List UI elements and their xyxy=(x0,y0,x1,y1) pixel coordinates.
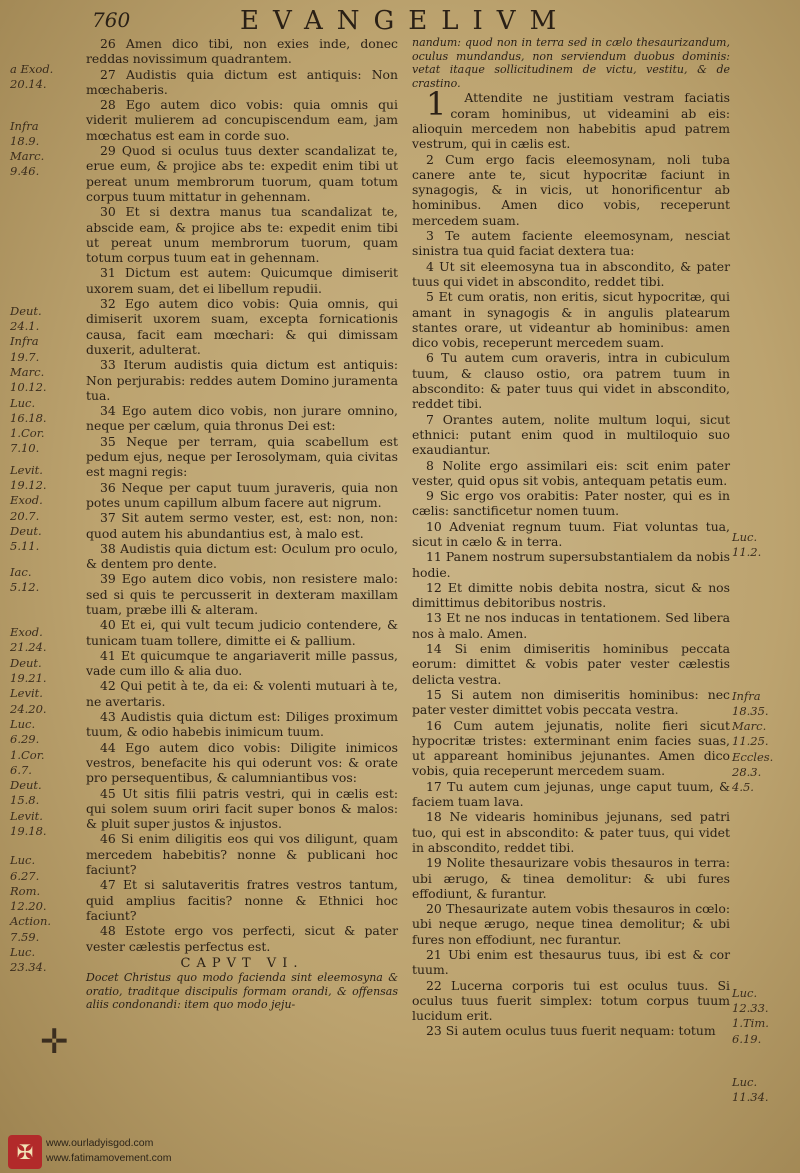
verse: 11 Panem nostrum supersubstantialem da nobis hodie. xyxy=(412,549,730,580)
margin-reference: Infra 18.9. Marc. 9.46. xyxy=(10,118,45,179)
verse: 1Attendite ne justitiam vestram faciatis coram hominibus, ut videamini ab eis: alioquin mercedem non habebitis apud patrem vestrum, qui in cælis est. xyxy=(412,85,730,152)
page-number: 760 xyxy=(92,8,131,32)
verse: 14 Si enim dimiseritis hominibus peccata eorum: dimittet & vobis pater vester cælestis delicta vestra. xyxy=(412,641,730,687)
margin-reference: Infra 18.35. Marc. 11.25. Eccles. 28.3. 4.5. xyxy=(732,688,774,795)
margin-reference: Levit. 19.12. Exod. 20.7. Deut. 5.11. xyxy=(10,462,47,554)
verse: 38 Audistis quia dictum est: Oculum pro oculo, & dentem pro dente. xyxy=(86,540,398,572)
verse: 21 Ubi enim est thesaurus tuus, ibi est & cor tuum. xyxy=(412,947,730,978)
margin-reference: Iac. 5.12. xyxy=(10,564,40,594)
verse: 26 Amen dico tibi, non exies inde, donec reddas novissimum quadrantem. xyxy=(86,36,398,67)
verse: 35 Neque per terram, quia scabellum est pedum ejus, neque per Ierosolymam, quia civitas est magni regis: xyxy=(86,433,398,480)
verse: 47 Et si salutaveritis fratres vestros tantum, quid amplius facitis? nonne & Ethnici hoc faciunt? xyxy=(86,877,398,923)
verse: 15 Si autem non dimiseritis hominibus: nec pater vester dimittet vobis peccata vestra. xyxy=(412,686,730,718)
footer-link-ourladyisgod[interactable]: www.ourladyisgod.com xyxy=(46,1137,154,1149)
verse: 41 Et quicumque te angariaverit mille passus, vade cum illo & alia duo. xyxy=(86,647,398,679)
margin-reference: Luc. 6.27. Rom. 12.20. Action. 7.59. Luc. 23.34. xyxy=(10,853,52,975)
verse: 13 Et ne nos inducas in tentationem. Sed libera nos à malo. Amen. xyxy=(412,610,730,641)
verse: 39 Ego autem dico vobis, non resistere malo: sed si quis te percusserit in dexteram maxillam tuam, præbe illi & alteram. xyxy=(86,571,398,617)
right-margin-references xyxy=(732,530,798,1105)
chapter-summary-continued: nandum: quod non in terra sed in cælo thesaurizandum, oculus mundandus, non serviendum duobus dominis: vetat itaque sollicitudinem de victu, vestitu, & de crastino. xyxy=(412,36,730,90)
verse: 10 Adveniat regnum tuum. Fiat voluntas tua, sicut in cælo & in terra. xyxy=(412,518,730,549)
verse: 48 Estote ergo vos perfecti, sicut & pater vester cælestis perfectus est. xyxy=(86,923,398,954)
verse: 37 Sit autem sermo vester, est, est: non, non: quod autem his abundantius est, à malo est. xyxy=(86,510,398,541)
verse: 16 Cum autem jejunatis, nolite fieri sicut hypocritæ tristes: exterminant enim facies suas, ut appareant hominibus jejunantes. Amen dico vobis, quia receperunt mercedem suam. xyxy=(412,717,730,779)
chapter-heading: CAPVT VI. xyxy=(180,955,304,971)
shield-logo-icon: ✠ xyxy=(8,1135,42,1169)
verse: 12 Et dimitte nobis debita nostra, sicut & nos dimittimus debitoribus nostris. xyxy=(412,579,730,611)
margin-reference: Exod. 21.24. Deut. 19.21. Levit. 24.20. xyxy=(10,625,47,716)
verse: 43 Audistis quia dictum est: Diliges proximum tuum, & odio habebis inimicum tuum. xyxy=(86,709,398,740)
verse: 32 Ego autem dico vobis: Quia omnis, qui dimiserit uxorem suam, excepta fornicationis causa, facit eam mœchari: & qui dimissam duxerit, adulterat. xyxy=(86,296,398,357)
verse: 22 Lucerna corporis tui est oculus tuus. Si oculus tuus fuerit simplex: totum corpus tuum lucidum erit. xyxy=(412,977,730,1024)
verse: 17 Tu autem cum jejunas, unge caput tuum, & faciem tuam lava. xyxy=(412,778,730,810)
verse: 45 Ut sitis filii patris vestri, qui in cælis est: qui solem suum oriri facit super bonos & malos: & pluit super justos & injustos. xyxy=(86,785,398,832)
verse: 28 Ego autem dico vobis: quia omnis qui viderit mulierem ad concupiscendum eam, jam mœchatus est eam in corde suo. xyxy=(86,97,398,143)
running-title: EVANGELIVM xyxy=(240,6,571,36)
verse: 31 Dictum est autem: Quicumque dimiserit uxorem suam, det ei libellum repudii. xyxy=(86,265,398,296)
left-column xyxy=(86,36,398,1012)
verse: 23 Si autem oculus tuus fuerit nequam: totum xyxy=(426,1023,716,1039)
verse: 20 Thesaurizate autem vobis thesauros in cœlo: ubi neque ærugo, neque tinea demolitur; & ubi fures non effodiunt, nec furantur. xyxy=(412,901,730,947)
verse: 2 Cum ergo facis eleemosynam, noli tuba canere ante te, sicut hypocritæ faciunt in synagogis, & in vicis, ut honorificentur ab hominibus. Amen dico vobis, receperunt mercedem suam. xyxy=(412,151,730,228)
footer xyxy=(0,1133,800,1173)
verse: 9 Sic ergo vos orabitis: Pater noster, qui es in cælis: sanctificetur nomen tuum. xyxy=(412,488,730,519)
right-column xyxy=(412,36,730,1039)
verse: 46 Si enim diligitis eos qui vos diligunt, quam mercedem habebitis? nonne & publicani hoc faciunt? xyxy=(86,831,398,878)
verse: 33 Iterum audistis quia dictum est antiquis: Non perjurabis: reddes autem Domino juramenta tua. xyxy=(86,357,398,403)
verse: 40 Et ei, qui vult tecum judicio contendere, & tunicam tuam tollere, dimitte ei & pallium. xyxy=(86,617,398,648)
verse: 30 Et si dextra manus tua scandalizat te, abscide eam, & projice abs te: expedit enim tibi ut pereat unum membrorum tuorum, quam totum corpus tuum eat in gehennam. xyxy=(86,204,398,266)
verse: 27 Audistis quia dictum est antiquis: Non mœchaberis. xyxy=(86,66,398,97)
margin-reference: Luc. 11.34. xyxy=(732,1074,769,1105)
verse: 29 Quod si oculus tuus dexter scandalizat te, erue eum, & projice abs te: expedit enim tibi ut pereat unum membrorum tuorum, quam totum corpus tuum mittatur in gehennam. xyxy=(86,143,398,204)
verse: 7 Orantes autem, nolite multum loqui, sicut ethnici: putant enim quod in multiloquio suo exaudiantur. xyxy=(412,411,730,458)
footer-link-fatimamovement[interactable]: www.fatimamovement.com xyxy=(46,1152,172,1164)
verse: 18 Ne videaris hominibus jejunans, sed patri tuo, qui est in abscondito: & pater tuus, qui videt in abscondito, reddet tibi. xyxy=(412,809,730,855)
verse: 5 Et cum oratis, non eritis, sicut hypocritæ, qui amant in synagogis & in angulis platearum stantes orare, ut videantur ab hominibus: amen dico vobis, receperunt mercedem suam. xyxy=(412,289,730,351)
verse: 42 Qui petit à te, da ei: & volenti mutuari à te, ne avertaris. xyxy=(86,678,398,709)
margin-reference: Luc. 6.29. 1.Cor. 6.7. Deut. 15.8. Levit. 19.18. xyxy=(10,716,47,838)
margin-reference: Luc. 12.33. 1.Tim. 6.19. xyxy=(732,985,769,1046)
verse: 34 Ego autem dico vobis, non jurare omnino, neque per cælum, quia thronus Dei est: xyxy=(86,403,398,434)
page-header xyxy=(0,8,800,36)
verse: 19 Nolite thesaurizare vobis thesauros in terra: ubi ærugo, & tinea demolitur: & ubi fures effodiunt, & furantur. xyxy=(412,855,730,901)
verse: 3 Te autem faciente eleemosynam, nesciat sinistra tua quid faciat dextera tua: xyxy=(412,228,730,259)
verse: 4 Ut sit eleemosyna tua in abscondito, & pater tuus qui videt in abscondito, reddet tibi. xyxy=(412,258,730,289)
chapter-summary: Docet Christus quo modo facienda sint eleemosyna & oratio, traditque discipulis formam orandi, & offensas aliis condonandi: item quo modo jeju- xyxy=(86,971,398,1012)
margin-reference: a Exod. 20.14. xyxy=(10,62,54,92)
left-margin-references xyxy=(10,62,80,976)
margin-reference: Luc. 11.2. xyxy=(732,530,762,560)
verse: 44 Ego autem dico vobis: Diligite inimicos vestros, benefacite his qui oderunt vos: & orate pro persequentibus, & calumniantibus vos: xyxy=(86,739,398,786)
cross-mark-icon: ✛ xyxy=(40,1022,69,1062)
verse: 8 Nolite ergo assimilari eis: scit enim pater vester, quid opus sit vobis, antequam petatis eum. xyxy=(412,457,730,488)
margin-reference: Deut. 24.1. Infra 19.7. Marc. 10.12. Luc. 16.18. 1.Cor. 7.10. xyxy=(10,303,47,456)
verse: 36 Neque per caput tuum juraveris, quia non potes unum capillum album facere aut nigrum. xyxy=(86,479,398,510)
verse: 6 Tu autem cum oraveris, intra in cubiculum tuum, & clauso ostio, ora patrem tuum in abscondito: & pater tuus qui videt in abscondito, reddet tibi. xyxy=(412,350,730,412)
